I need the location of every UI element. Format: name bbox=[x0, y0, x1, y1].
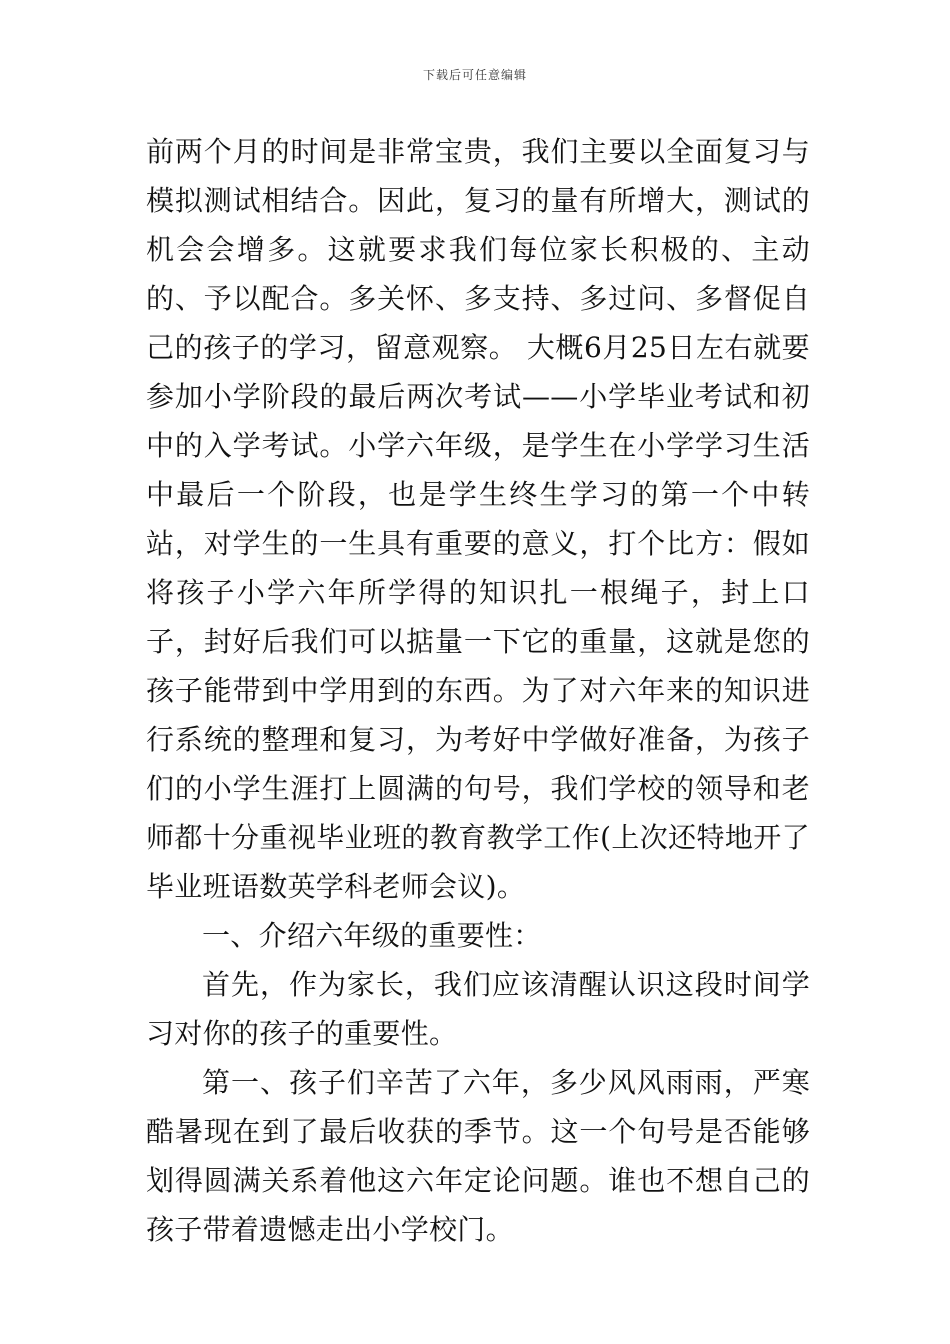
document-body bbox=[146, 127, 810, 1254]
page-header: 下载后可任意编辑 bbox=[422, 68, 527, 82]
paragraph-intro: 前两个月的时间是非常宝贵，我们主要以全面复习与模拟测试相结合。因此，复习的量有所增大，测试的机会会增多。这就要求我们每位家长积极的、主动的、予以配合。多关怀、多支持、多过问、多督促自己的孩子的学习，留意观察。 大概6月25日左右就要参加小学阶段的最后两次考试——小学毕业考试和初中的入学考试。小学六年级，是学生在小学学习生活中最后一个阶段，也是学生终生学习的第一个中转站，对学生的一生具有重要的意义，打个比方：假如将孩子小学六年所学得的知识扎一根绳子，封上口子，封好后我们可以掂量一下它的重量，这就是您的孩子能带到中学用到的东西。为了对六年来的知识进行系统的整理和复习，为考好中学做好准备，为孩子们的小学生涯打上圆满的句号，我们学校的领导和老师都十分重视毕业班的教育教学工作(上次还特地开了毕业班语数英学科老师会议)。 bbox=[146, 135, 810, 903]
paragraph-first: 首先，作为家长，我们应该清醒认识这段时间学习对你的孩子的重要性。 bbox=[146, 968, 810, 1050]
paragraph-point-one: 第一、孩子们辛苦了六年，多少风风雨雨，严寒酷暑现在到了最后收获的季节。这一个句号是否能够划得圆满关系着他这六年定论问题。谁也不想自己的孩子带着遗憾走出小学校门。 bbox=[146, 1066, 810, 1246]
section-heading: 一、介绍六年级的重要性： bbox=[202, 919, 542, 952]
